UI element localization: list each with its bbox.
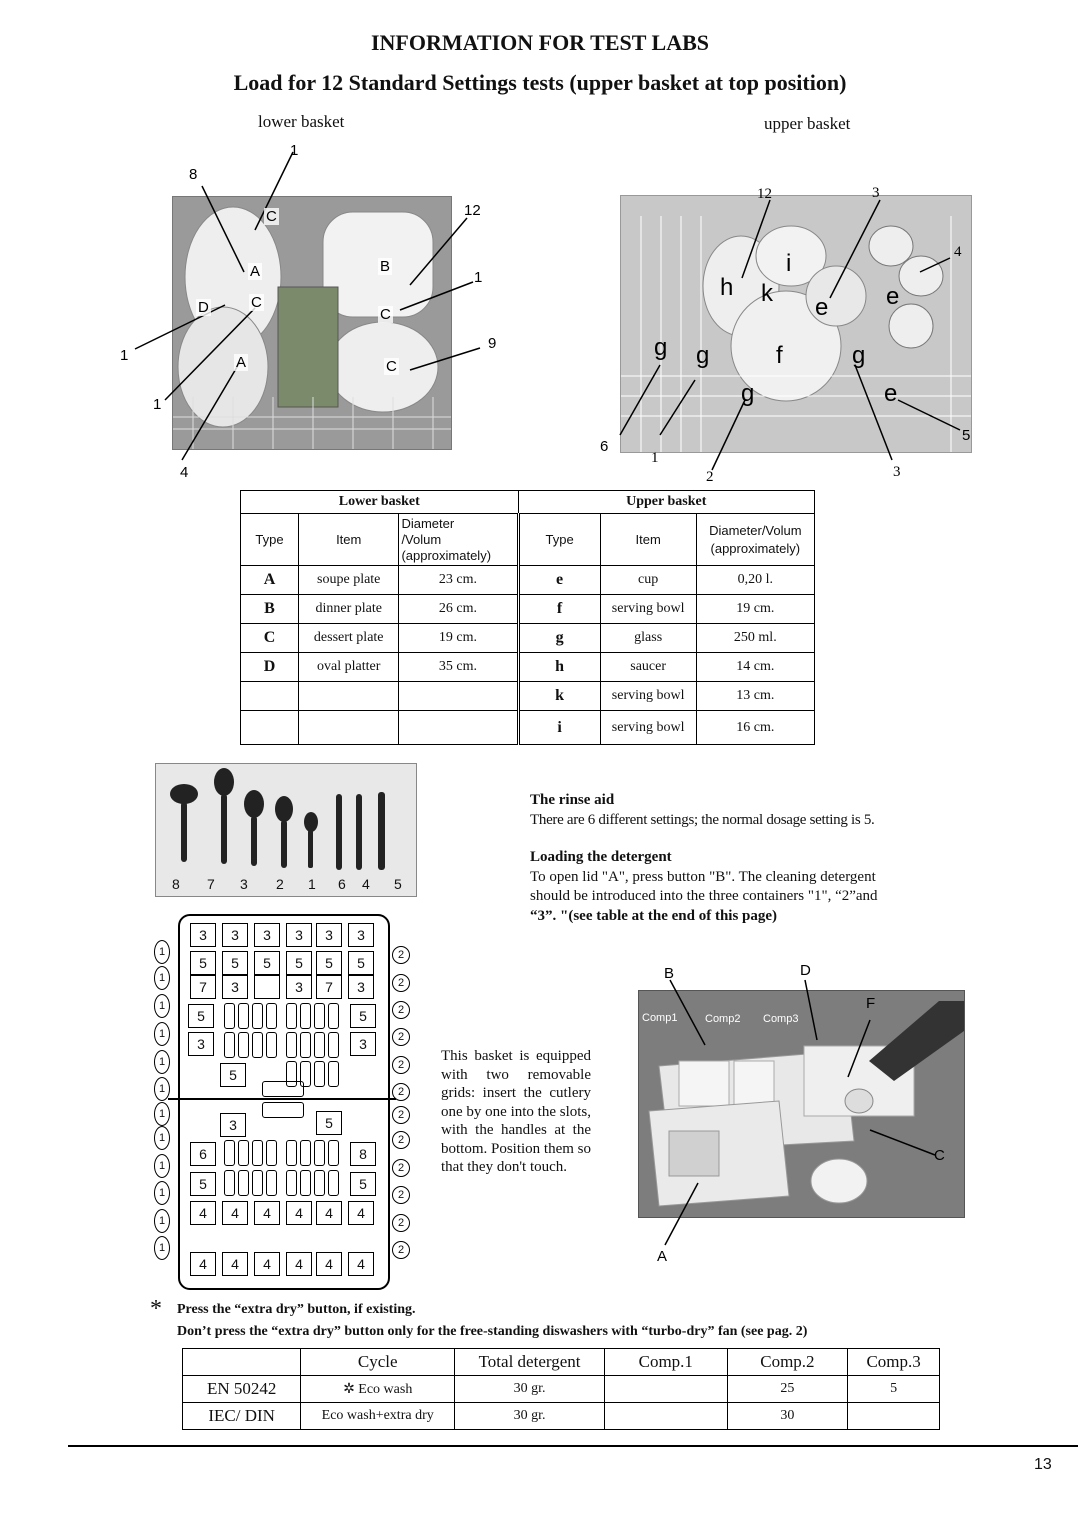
table-header-row: Cycle Total detergent Comp.1 Comp.2 Comp.3	[183, 1349, 940, 1376]
table-row: IEC/ DIN Eco wash+extra dry 30 gr. 30	[183, 1403, 940, 1430]
lower-callout-9: 9	[488, 335, 497, 352]
dispenser-label-D: D	[800, 962, 811, 979]
handle-marker-right: 2	[392, 1241, 410, 1259]
handle-marker-left: 1	[154, 940, 170, 964]
handle-marker-right: 2	[392, 946, 410, 964]
handle-marker-right: 2	[392, 1159, 410, 1177]
cutlery-number-row: 8 7 3 2 1 6 4 5	[172, 876, 402, 892]
upper-callout-5: 5	[962, 427, 971, 444]
star-marker: *	[150, 1296, 162, 1322]
lower-callout-C-top: C	[266, 208, 277, 225]
handle-marker-left: 1	[154, 1050, 170, 1074]
lower-callout-arrows	[110, 140, 510, 480]
dispenser-callout-arrows	[640, 965, 970, 1255]
upper-callout-arrows	[580, 180, 1000, 490]
table-row: D oval platter 35 cm. h saucer 14 cm.	[241, 653, 815, 682]
lower-callout-4: 4	[180, 464, 189, 481]
dispenser-label-F: F	[866, 995, 876, 1012]
handle-marker-left: 1	[154, 1181, 170, 1205]
col-type-upper: Type	[518, 514, 600, 566]
handle-marker-left: 1	[154, 1022, 170, 1046]
upper-callout-12: 12	[757, 186, 772, 202]
upper-callout-i: i	[786, 250, 792, 277]
detergent-line-2: should be introduced into the three containers "1", “2”and	[530, 888, 878, 904]
table-row: EN 50242 ✲ Eco wash 30 gr. 25 5	[183, 1376, 940, 1403]
detergent-title: Loading the detergent	[530, 849, 672, 865]
lower-callout-C3: C	[380, 306, 391, 323]
handle-marker-left: 1	[154, 966, 170, 990]
table-row: k serving bowl 13 cm.	[241, 682, 815, 711]
table-row: B dinner plate 26 cm. f serving bowl 19 cm.	[241, 595, 815, 624]
handle-marker-right: 2	[392, 1028, 410, 1046]
lower-callout-8: 8	[189, 166, 198, 183]
upper-callout-3-bottom: 3	[893, 464, 901, 480]
lower-callout-A2: A	[236, 354, 247, 371]
handle-marker-left: 1	[154, 994, 170, 1018]
handle-marker-left: 1	[154, 1154, 170, 1178]
table-row: i serving bowl 16 cm.	[241, 711, 815, 745]
upper-callout-e3: e	[884, 380, 898, 407]
grid-divider	[168, 1098, 396, 1101]
upper-callout-4: 4	[954, 244, 962, 260]
col-item-upper: Item	[600, 514, 696, 566]
handle-marker-right: 2	[392, 1214, 410, 1232]
upper-callout-e1: e	[815, 294, 829, 321]
dispenser-label-B: B	[664, 965, 675, 982]
rinse-aid-text: There are 6 different settings; the normal dosage setting is 5.	[530, 812, 875, 828]
dispenser-label-A: A	[657, 1248, 668, 1265]
upper-callout-g1: g	[654, 334, 668, 361]
rinse-aid-title: The rinse aid	[530, 792, 615, 808]
note-line-2: Don’t press the “extra dry” button only for the free-standing diswashers with “turbo-dry” fan (see pag. 2)	[177, 1324, 808, 1339]
load-table	[240, 490, 815, 745]
dispenser-label-C: C	[934, 1147, 945, 1164]
handle-marker-right: 2	[392, 1001, 410, 1019]
col-type-lower: Type	[241, 514, 299, 566]
comp2-label: Comp2	[705, 1013, 741, 1025]
upper-callout-k: k	[761, 280, 773, 307]
lower-callout-C4: C	[386, 358, 397, 375]
handle-marker-right: 2	[392, 1106, 410, 1124]
note-line-1: Press the “extra dry” button, if existing.	[177, 1302, 416, 1317]
upper-callout-1: 1	[651, 450, 659, 466]
detergent-line-3: “3”. "(see table at the end of this page)	[530, 908, 778, 924]
handle-marker-right: 2	[392, 974, 410, 992]
page-number: 13	[1034, 1456, 1052, 1473]
handle-marker-right: 2	[392, 1186, 410, 1204]
handle-marker-left: 1	[154, 1077, 170, 1101]
cutlery-illustration	[156, 764, 416, 876]
upper-basket-header: Upper basket	[518, 491, 814, 514]
table-row: C dessert plate 19 cm. g glass 250 ml.	[241, 624, 815, 653]
upper-callout-g2: g	[696, 342, 710, 369]
lower-callout-C2: C	[251, 294, 262, 311]
upper-callout-3-top: 3	[872, 185, 880, 201]
page-title: INFORMATION FOR TEST LABS	[370, 30, 709, 55]
col-dim-upper: Diameter/Volum (approximately)	[696, 514, 814, 566]
lower-callout-1-lower: 1	[153, 396, 162, 413]
lower-callout-1-top: 1	[290, 142, 299, 159]
upper-callout-g4: g	[741, 380, 755, 407]
cycle-table	[182, 1348, 940, 1430]
handle-marker-left: 1	[154, 1236, 170, 1260]
lower-callout-1-right: 1	[474, 269, 483, 286]
col-dim-lower: Diameter /Volum (approximately)	[399, 514, 518, 566]
col-item-lower: Item	[299, 514, 399, 566]
lower-callout-1-left: 1	[120, 347, 129, 364]
upper-basket-label: upper basket	[764, 114, 851, 133]
handle-marker-right: 2	[392, 1083, 410, 1101]
handle-marker-left: 1	[154, 1102, 170, 1126]
detergent-line-1: To open lid "A", press button "B". The cleaning detergent	[530, 869, 876, 885]
upper-callout-f: f	[776, 342, 783, 369]
upper-callout-2: 2	[706, 469, 714, 485]
lower-basket-label: lower basket	[258, 112, 345, 131]
lower-callout-12: 12	[464, 202, 481, 219]
cutlery-note: This basket is equipped with two removable grids: insert the cutlery one by one into the slots, with the handles at the bottom. Position them so that they don't touch.	[441, 1048, 592, 1175]
page-subtitle: Load for 12 Standard Settings tests (upper basket at top position)	[233, 70, 847, 95]
upper-callout-h: h	[720, 274, 734, 301]
table-row: A soupe plate 23 cm. e cup 0,20 l.	[241, 566, 815, 595]
footer-rule	[68, 1445, 1078, 1447]
handle-marker-left: 1	[154, 1209, 170, 1233]
comp3-label: Comp3	[763, 1013, 799, 1025]
upper-callout-6: 6	[600, 438, 609, 455]
lower-callout-A1: A	[250, 263, 261, 280]
handle-marker-right: 2	[392, 1131, 410, 1149]
grid-handle-top	[262, 1081, 304, 1097]
grid-handle-bottom	[262, 1102, 304, 1118]
handle-marker-left: 1	[154, 1126, 170, 1150]
upper-callout-g3: g	[852, 342, 866, 369]
lower-callout-B: B	[380, 258, 391, 275]
lower-basket-header: Lower basket	[241, 491, 519, 514]
comp1-label: Comp1	[642, 1012, 678, 1024]
upper-callout-e2: e	[886, 283, 900, 310]
cutlery-photo	[155, 763, 417, 897]
handle-marker-right: 2	[392, 1056, 410, 1074]
lower-callout-D: D	[198, 299, 209, 316]
